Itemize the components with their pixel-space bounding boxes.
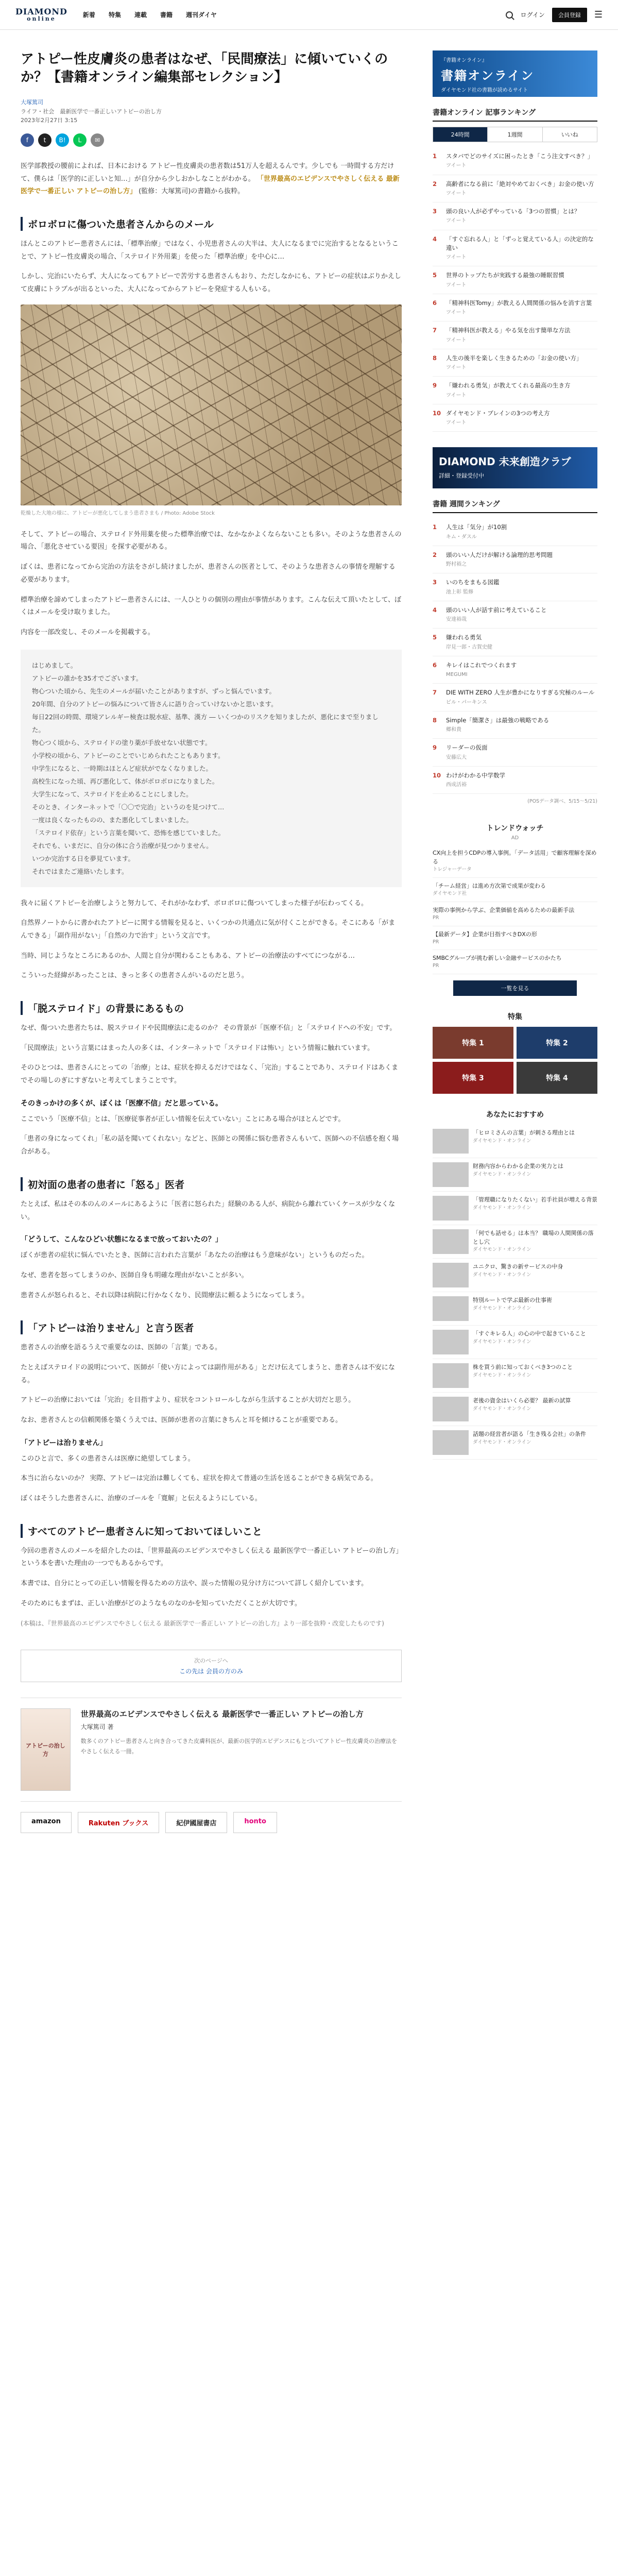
- book-promo: [21, 1698, 402, 1802]
- body-paragraph: ぼくは、患者になってから完治の方法をさがし続けましたが、患者さんの医者として、そのような患者さんの事情を理解する必要があります。: [21, 563, 396, 584]
- hatena-share-icon[interactable]: B!: [56, 133, 69, 147]
- ranking-item[interactable]: [433, 175, 597, 203]
- quote-line: 物心つく頃から、ステロイドの塗り薬が手放せない状態です。: [32, 738, 212, 747]
- quote-line: 毎日22回の時間、環境アレルギー検査は脱水症、基準、漢方 ― いくつかのリスクを知りましたが、悪化にまで至りました。: [32, 713, 379, 734]
- lead-text-3: (監修：大塚篤司)の書籍から抜粋。: [139, 188, 245, 196]
- ranking-item[interactable]: [433, 147, 597, 175]
- ranking-list: [433, 147, 597, 432]
- weekly-text: 頭のいい人だけが解ける論理的思考問題: [446, 551, 553, 558]
- facebook-share-icon[interactable]: f: [21, 133, 34, 147]
- body-paragraph: 自然界ノートからに書かれたアトピーに関する情報を見ると、いくつかの共通点に気が付くことができる。そこにある「がまんできる」「副作用がない」「自然の力で治す」という文言です。: [21, 919, 396, 940]
- rank-number: 6: [433, 299, 437, 307]
- header-actions: [506, 8, 603, 22]
- banner-title: 書籍オンライン: [441, 69, 535, 83]
- body-paragraph: そして、アトピーの場合、ステロイド外用薬を使った標準治療では、なかなかよくならないことも多い。そのような患者さんの場合、「悪化させている要因」を探す必要がある。: [21, 530, 402, 551]
- quote-line: そのとき、インターネットで「〇〇で完治」というのを見つけて…: [32, 803, 225, 811]
- banner-subtitle: ダイヤモンド社の書籍が読めるサイト: [441, 88, 528, 93]
- recommend-thumbnail: [433, 1129, 469, 1154]
- page-container: [0, 30, 618, 1854]
- emphasis-line: そのきっかけの多くが、ぼくは「医療不信」だと思っている。: [21, 1099, 222, 1108]
- trend-item[interactable]: [433, 902, 597, 926]
- body-paragraph: 今回の患者さんのメールを紹介したのは、「世界最高のエビデンスでやさしく伝える 最新医学で一番正しい アトピーの治し方」という本を書いた理由の一つでもあるからです。: [21, 1547, 399, 1568]
- special-grid: [433, 1027, 597, 1094]
- recommend-item[interactable]: [433, 1359, 597, 1393]
- body-paragraph: こういった経緯があったことは、きっと多くの患者さんがいるのだと思う。: [21, 972, 248, 980]
- logo-subtext: online: [27, 15, 56, 22]
- recommend-thumbnail: [433, 1263, 469, 1287]
- ranking-item[interactable]: [433, 321, 597, 349]
- rank-text: 「精神科医が教える」やる気を出す簡単な方法: [446, 327, 571, 334]
- recommend-source: ダイヤモンド・オンライン: [473, 1372, 531, 1378]
- weekly-text: リーダーの仮面: [446, 744, 488, 752]
- weekly-text: 嫌われる勇気: [446, 634, 482, 641]
- rank-source: ツイート: [446, 365, 467, 370]
- kinokuniya-button[interactable]: 紀伊國屋書店: [165, 1812, 227, 1833]
- section-heading: ボロボロに傷ついた患者さんからのメール: [21, 217, 402, 231]
- recommend-thumbnail: [433, 1296, 469, 1321]
- body-paragraph: 患者さんの治療を語るうえで重要なのは、医師の「言葉」である。: [21, 1344, 222, 1352]
- weekly-text: キレイはこれでつくれます: [446, 661, 517, 669]
- logo-text: DIAMOND: [15, 7, 67, 16]
- quote-line: それでも、いまだに、自分の体に合う治療が見つかりません。: [32, 841, 213, 850]
- weekly-text: Simple「簡潔さ」は最強の戦略である: [446, 716, 550, 724]
- rank-source: ツイート: [446, 255, 467, 260]
- honto-button[interactable]: honto: [233, 1812, 277, 1833]
- rank-number: 2: [433, 180, 437, 188]
- article-meta: [21, 98, 402, 125]
- recommend-text: 「すぐキレる人」の心の中で起きていること: [473, 1330, 586, 1337]
- ranking-title: 書籍オンライン 記事ランキング: [433, 107, 597, 122]
- quote-line: 一度は良くなったものの、また悪化してしまいました。: [32, 816, 193, 824]
- rank-number: 4: [433, 235, 437, 243]
- book-description: 数多くのアトピー患者さんと向き合ってきた皮膚科医が、最新の医学的エビデンスにもとづいてアトピー性皮膚炎の治療法をやさしく伝える一冊。: [80, 1738, 397, 1755]
- trend-text: SMBCグループが挑む新しい金融サービスのかたち: [433, 955, 562, 962]
- recommend-thumbnail: [433, 1397, 469, 1421]
- rank-number: 7: [433, 327, 437, 334]
- twitter-share-icon[interactable]: t: [38, 133, 52, 147]
- body-paragraph: なぜ、傷ついた患者たちは、脱ステロイドや民間療法に走るのか？ その背景が「医療不信」と「ステロイドへの不安」です。: [21, 1024, 397, 1032]
- recommend-item[interactable]: [433, 1259, 597, 1292]
- trend-item[interactable]: [433, 926, 597, 951]
- author-role: ライフ・社会 最新医学で一番正しいアトピーの治し方: [21, 108, 162, 115]
- article-photo-cracked-earth: [21, 304, 402, 505]
- store-buttons: [21, 1812, 402, 1833]
- recommend-text: 話題の経営者が語る「生き残る会社」の条件: [473, 1431, 586, 1438]
- tab-week[interactable]: 1週間: [488, 127, 542, 142]
- rank-number: 9: [433, 382, 437, 389]
- book-author: 大塚篤司 著: [80, 1723, 114, 1731]
- weekly-author: 安藤広大: [446, 754, 467, 760]
- rank-number: 6: [433, 661, 437, 669]
- rank-source: ツイート: [446, 163, 467, 169]
- rank-source: ツイート: [446, 218, 467, 224]
- body-paragraph: ぼくはそうした患者さんに、治療のゴールを「寛解」と伝えるようにしている。: [21, 1495, 262, 1503]
- body-paragraph: 本当に治らないのか？ 実際、アトピーは完治は難しくても、症状を抑えて普通の生活を送ることができる病気である。: [21, 1475, 377, 1483]
- trend-source: PR: [433, 939, 439, 945]
- rank-number: 10: [433, 409, 441, 417]
- weekly-item[interactable]: [433, 518, 597, 546]
- menu-icon[interactable]: ☰: [594, 9, 603, 20]
- register-button[interactable]: 会員登録: [552, 8, 587, 22]
- trend-more-button[interactable]: 一覧を見る: [453, 980, 577, 996]
- weekly-author: ビル・パーキンス: [446, 699, 487, 705]
- recommend-list: [433, 1125, 597, 1460]
- rank-text: 人生の後半を楽しく生きるための「お金の使い方」: [446, 354, 582, 362]
- rank-text: 「すぐ忘れる人」と「ずっと覚えている人」の決定的な違い: [446, 235, 594, 251]
- rank-number: 7: [433, 689, 437, 697]
- weekly-author: 郷和貴: [446, 727, 461, 733]
- trend-text: 「チーム経営」は進め方次第で成果が変わる: [433, 883, 546, 890]
- recommend-source: ダイヤモンド・オンライン: [473, 1405, 531, 1412]
- trend-source: PR: [433, 963, 439, 969]
- site-logo[interactable]: [15, 8, 67, 22]
- rank-number: 1: [433, 523, 437, 531]
- quote-line: いつか完治する日を夢見ています。: [32, 854, 135, 862]
- recommend-thumbnail: [433, 1430, 469, 1455]
- rank-text: 「嫌われる勇気」が教えてくれる最高の生き方: [446, 382, 571, 389]
- rank-number: 3: [433, 579, 437, 586]
- nav-item-new[interactable]: 新着: [82, 11, 95, 19]
- weekly-item[interactable]: [433, 601, 597, 629]
- quote-line: 大学生になって、ステロイドを止めることにしました。: [32, 790, 193, 798]
- rank-text: 「精神科医Tomy」が教える人間関係の悩みを消す言葉: [446, 299, 592, 307]
- recommend-text: 財務内容からわかる企業の実力とは: [473, 1163, 563, 1170]
- book-title[interactable]: 世界最高のエビデンスでやさしく伝える 最新医学で一番正しい アトピーの治し方: [80, 1709, 364, 1719]
- weekly-item[interactable]: [433, 684, 597, 711]
- trend-subtitle: AD: [511, 835, 519, 841]
- ranking-item[interactable]: [433, 202, 597, 230]
- recommend-source: ダイヤモンド・オンライン: [473, 1439, 531, 1445]
- login-link[interactable]: ログイン: [520, 11, 545, 19]
- recommend-item[interactable]: [433, 1292, 597, 1326]
- body-paragraph: 内容を一部改変し、そのメールを掲載する。: [21, 628, 154, 636]
- photo-caption: 乾燥した大地の様に、アトピーが悪化してしまう患者さまも / Photo: Adobe Stock: [21, 510, 215, 516]
- rank-source: ツイート: [446, 310, 467, 315]
- body-paragraph: そのひとつは、患者さんにとっての「治療」とは、症状を抑えるだけではなく、「完治」することであり、ステロイドはあくまでその場しのぎにすぎないと考えてしまうことです。: [21, 1064, 399, 1085]
- ranking-item[interactable]: [433, 230, 597, 267]
- weekly-author: 西成活裕: [446, 782, 467, 788]
- special-banner[interactable]: 特集 1: [433, 1027, 513, 1059]
- trend-item[interactable]: [433, 878, 597, 902]
- article-date: 2023年2月27日 3:15: [21, 117, 78, 124]
- weekly-ranking-title: 書籍 週間ランキング: [433, 499, 597, 513]
- recommend-thumbnail: [433, 1162, 469, 1187]
- rank-number: 2: [433, 551, 437, 558]
- body-paragraph: 標準治療を諦めてしまったアトピー患者さんには、一人ひとりの個別の理由が事情があります。こんな伝えて頂いたとして、ぼくはメールを受け取りました。: [21, 596, 402, 617]
- quote-line: 物心ついた頃から、先生のメールが届いたことがありますが、ずっと悩んでいます。: [32, 687, 276, 695]
- body-paragraph: 我々に届くアトピーを治療しようと努力して、それがかなわず、ボロボロに傷ついてしまった様子が伝わってくる。: [21, 899, 368, 907]
- recommend-item[interactable]: [433, 1125, 597, 1158]
- quote-line: 中学生になると、一時期はほとんど症状がでなくなりました。: [32, 764, 213, 772]
- body-paragraph: 「民間療法」という言葉にはまった人の多くは、インターネットで「ステロイドは怖い」という情報に触れています。: [21, 1044, 374, 1052]
- body-paragraph: そのためにもまずは、正しい治療がどのようなものなのかを知っていただくことが大切です。: [21, 1599, 301, 1607]
- recommend-source: ダイヤモンド・オンライン: [473, 1247, 531, 1253]
- nav-item-series[interactable]: 連載: [134, 11, 147, 19]
- main-nav: [83, 10, 217, 19]
- lead-text-1: 医学部教授の腰前によれば、日本における アトピー性皮膚炎の患者数は51万人を超えるんです。少しでも 一時間する方だけて、僕らは「医学的に正しいと知…」が自分から少しおかしなことがわかる。: [21, 162, 394, 183]
- ranking-tabs: [433, 127, 597, 142]
- rank-number: 4: [433, 606, 437, 614]
- trend-item[interactable]: [433, 845, 597, 878]
- recommend-thumbnail: [433, 1330, 469, 1354]
- recommend-item[interactable]: [433, 1426, 597, 1460]
- weekly-author: 野村裕之: [446, 562, 467, 567]
- tab-likes[interactable]: いいね: [561, 131, 578, 138]
- weekly-text: わけがわかる中学数学: [446, 771, 505, 779]
- body-paragraph: なお、患者さんとの信頼関係を築くうえでは、医師が患者の言葉にきちんと耳を傾けることが重要である。: [21, 1416, 342, 1425]
- rank-text: スタバでどのサイズに困ったとき「こう注文すべき？」: [446, 152, 594, 160]
- weekly-ranking-list: [433, 518, 597, 794]
- special-title: 特集: [508, 1013, 522, 1022]
- quote-line: 小学校の頃から、アトピーのことでいじめられたこともあります。: [32, 751, 225, 759]
- recommend-text: ユニクロ、驚きの新サービスの中身: [473, 1263, 563, 1270]
- trend-text: 【最新データ】企業が目指すべきDXの形: [433, 930, 537, 938]
- body-paragraph: (本稿は、『世界最高のエビデンスでやさしく伝える 最新医学で一番正しい アトピーの治し方』より一部を抜粋・改変したものです): [21, 1619, 384, 1627]
- recommend-item[interactable]: [433, 1326, 597, 1359]
- recommend-text: 株を買う前に知っておくべき3つのこと: [473, 1364, 573, 1371]
- recommend-text: 「ヒロミさんの言葉」が刺さる理由とは: [473, 1129, 575, 1137]
- weekly-author: 岸見一郎・古賀史健: [446, 644, 492, 650]
- emphasis-line: 「アトピーは治りません」: [21, 1438, 107, 1447]
- rank-text: 世界のトップたちが実践する最強の睡眠習慣: [446, 272, 564, 279]
- book-info: [81, 1708, 402, 1791]
- weekly-text: DIE WITH ZERO 人生が豊かになりすぎる究極のルール: [446, 689, 595, 697]
- trend-text: CX向上を担うCDPの導入事例。「データ活用」で顧客理解を深める: [433, 850, 597, 866]
- section-heading: 初対面の患者の患者に「怒る」医者: [21, 1177, 402, 1191]
- quote-line: 高校生になった頃、再び悪化して、体がボロボロになりました。: [32, 777, 219, 785]
- banner-caption: 『書籍オンライン』: [441, 58, 487, 63]
- recommend-item[interactable]: [433, 1158, 597, 1192]
- weekly-item[interactable]: [433, 546, 597, 574]
- recommend-text: 「管理職になりたくない」若手社員が増える背景: [473, 1196, 597, 1204]
- recommend-source: ダイヤモンド・オンライン: [473, 1205, 531, 1211]
- nav-item-weekly[interactable]: 週刊ダイヤ: [185, 11, 217, 19]
- rank-number: 5: [433, 272, 437, 279]
- sidebar: [433, 30, 597, 1854]
- body-paragraph: 患者さんが怒られると、それ以降は病院に行かなくなり、民間療法に頼るようになってしまう。: [21, 1291, 309, 1299]
- tab-24h[interactable]: 24時間: [433, 127, 488, 142]
- recommend-source: ダイヤモンド・オンライン: [473, 1138, 531, 1144]
- recommend-text: 特別ルートで学ぶ最新の仕事術: [473, 1297, 552, 1304]
- trend-source: PR: [433, 914, 439, 921]
- quote-line: それではまたご連絡いたします。: [32, 867, 128, 875]
- weekly-item[interactable]: [433, 767, 597, 794]
- rank-text: 高齢者になる前に「絶対やめておくべき」お金の使い方: [446, 180, 594, 188]
- body-paragraph: アトピーの治療においては「完治」を目指すより、症状をコントロールしながら生活することが大切だと思う。: [21, 1396, 355, 1404]
- lead-book-title: 「世界最高のエビデンスでやさしく伝える 最新医学で一番正しい アトピーの治し方」: [21, 175, 400, 196]
- body-paragraph: ぼくが患者の症状に悩んでいたとき、医師に言われた言葉が「あなたの治療はもう意味がない」というものだった。: [21, 1251, 369, 1260]
- body-paragraph: このひと言で、多くの患者さんは医療に絶望してしまう。: [21, 1454, 195, 1463]
- next-page-label: 次のページへ: [194, 1657, 228, 1665]
- line-share-icon[interactable]: L: [73, 133, 87, 147]
- recommend-item[interactable]: [433, 1225, 597, 1259]
- weekly-text: 頭のいい人が話す前に考えていること: [446, 606, 547, 614]
- rank-source: ツイート: [446, 392, 467, 398]
- rank-number: 9: [433, 744, 437, 752]
- nav-item-books[interactable]: 書籍: [160, 11, 173, 19]
- weekly-text: 人生は「気分」が10割: [446, 523, 507, 531]
- weekly-author: キム・ダスル: [446, 534, 477, 540]
- top-bar: [0, 0, 618, 30]
- rakuten-button[interactable]: Rakuten ブックス: [78, 1812, 159, 1833]
- trend-source: ダイヤモンド社: [433, 891, 467, 897]
- weekly-item[interactable]: [433, 629, 597, 656]
- nav-item-features[interactable]: 特集: [108, 11, 121, 19]
- author-name[interactable]: 大塚篤司: [21, 99, 43, 106]
- search-icon[interactable]: [506, 11, 513, 19]
- article-main: [21, 30, 402, 1854]
- weekly-note: (POSデータ調べ、5/15〜5/21): [527, 799, 597, 805]
- special-banner[interactable]: 特集 4: [517, 1062, 597, 1094]
- rank-source: ツイート: [446, 337, 467, 343]
- ranking-item[interactable]: [433, 377, 597, 404]
- article-lead: [21, 160, 402, 198]
- recommend-text: 「何でも話せる」は本当？ 職場の人間関係の落とし穴: [473, 1230, 594, 1245]
- recommend-thumbnail: [433, 1196, 469, 1221]
- quote-line: 20年間、自分のアトピーの悩みについて皆さんに語り合っていけないかと思います。: [32, 700, 278, 708]
- weekly-author: MEGUMI: [446, 672, 468, 677]
- email-quote: [21, 650, 402, 887]
- ranking-item[interactable]: [433, 349, 597, 377]
- recommend-thumbnail: [433, 1229, 469, 1254]
- ranking-item[interactable]: [433, 294, 597, 322]
- trend-list: [433, 845, 597, 974]
- recommend-title: あなたにおすすめ: [486, 1111, 544, 1120]
- club-banner[interactable]: [433, 447, 597, 488]
- section-heading: 「脱ステロイド」の背景にあるもの: [21, 1001, 402, 1015]
- section-heading: すべてのアトピー患者さんに知っておいてほしいこと: [21, 1524, 402, 1538]
- share-buttons: [21, 133, 402, 147]
- trend-title: トレンドウォッチ: [486, 824, 544, 833]
- next-page-button[interactable]: [21, 1650, 402, 1682]
- weekly-item[interactable]: [433, 711, 597, 739]
- trend-text: 実際の事例から学ぶ、企業価値を高めるための最新手法: [433, 906, 575, 913]
- body-paragraph: 「患者の身になってくれ」「私の話を聞いてくれない」などと、医師との関係に悩む患者さんもいて、医師への不信感を抱く場合がある。: [21, 1135, 399, 1156]
- body-paragraph: たとえばステロイドの説明について、医師が「使い方によっては副作用がある」とだけ伝えてしまうと、患者さんは不安になる。: [21, 1363, 395, 1384]
- body-paragraph: しかし、完治にいたらず、大人になってもアトピーで苦労する患者さんもおり、ただしなかにも、アトピーの症状はぶりかえして皮膚にトラブルが出るといった、大人になってからアトピーを発症する人もいる。: [21, 273, 401, 294]
- recommend-thumbnail: [433, 1363, 469, 1388]
- rank-number: 3: [433, 208, 437, 215]
- rank-source: ツイート: [446, 420, 467, 426]
- book-cover-image[interactable]: アトピーの治し方: [21, 1708, 71, 1791]
- trend-item[interactable]: [433, 950, 597, 974]
- weekly-item[interactable]: [433, 656, 597, 684]
- recommend-source: ダイヤモンド・オンライン: [473, 1305, 531, 1311]
- rank-text: ダイヤモンド・ブレインの3つの考え方: [446, 409, 550, 417]
- rank-text: 頭の良い人が必ずやっている「3つの習慣」とは？: [446, 208, 580, 215]
- rank-source: ツイート: [446, 282, 467, 288]
- ranking-item[interactable]: [433, 266, 597, 294]
- club-banner-subtitle: 詳細・登録受付中: [439, 472, 484, 480]
- amazon-button[interactable]: amazon: [21, 1812, 72, 1833]
- recommend-item[interactable]: [433, 1393, 597, 1426]
- mail-share-icon[interactable]: ✉: [91, 133, 104, 147]
- body-paragraph: ほんとこのアトピー患者さんには、「標準治療」ではなく、小児患者さんの大半は、大人になるまでに完治するとなるということで、アトピー性皮膚炎の場合、「ステロイド外用薬」を使った「標準治療」を中心に…: [21, 240, 399, 261]
- special-banner[interactable]: 特集 2: [517, 1027, 597, 1059]
- body-paragraph: たとえば、私はその本のんのメールにあるように「医者に怒られた」経験のある人が、病院から離れていくケースが少なくない。: [21, 1200, 396, 1221]
- next-page-link[interactable]: この先は 会員の方のみ: [179, 1668, 243, 1675]
- weekly-item[interactable]: [433, 573, 597, 601]
- emphasis-line: 「どうして、こんなひどい状態になるまで放っておいたの？」: [21, 1235, 222, 1244]
- weekly-text: いのちをまもる図鑑: [446, 579, 500, 586]
- quote-line: アトピーの誰かを35才でございます。: [32, 674, 143, 682]
- recommend-item[interactable]: [433, 1192, 597, 1225]
- recommend-source: ダイヤモンド・オンライン: [473, 1171, 531, 1177]
- body-paragraph: 本書では、自分にとっての正しい情報を得るための方法や、誤った情報の見分け方について詳しく紹介しています。: [21, 1580, 368, 1588]
- quote-line: はじめまして。: [32, 661, 77, 669]
- article-title: アトピー性皮膚炎の患者はなぜ、「民間療法」に傾いていくのか？【書籍オンライン編集部セレクション】: [21, 52, 388, 86]
- rank-number: 5: [433, 634, 437, 641]
- recommend-text: 老後の資金はいくら必要？ 最新の試算: [473, 1397, 571, 1404]
- trend-source: トレジャーデータ: [433, 867, 472, 873]
- rank-number: 10: [433, 771, 441, 779]
- weekly-author: 安達裕哉: [446, 617, 467, 622]
- rank-source: ツイート: [446, 190, 467, 196]
- body-paragraph: 当時、同じようなところにあるのか、人間と自分が関わることもある、アトピーの治療法のすべてにつながる…: [21, 952, 355, 960]
- special-banner[interactable]: 特集 3: [433, 1062, 513, 1094]
- recommend-source: ダイヤモンド・オンライン: [473, 1338, 531, 1345]
- body-paragraph: なぜ、患者を怒ってしまうのか、医師自身も明確な理由がないことが多い。: [21, 1271, 248, 1279]
- recommend-source: ダイヤモンド・オンライン: [473, 1272, 531, 1278]
- quote-line: 「ステロイド依存」という言葉を聞いて、恐怖を感じていました。: [32, 828, 225, 837]
- weekly-author: 池上彰 監修: [446, 589, 474, 595]
- club-banner-title: DIAMOND 未来創造クラブ: [439, 455, 571, 468]
- rank-number: 8: [433, 716, 437, 724]
- rank-number: 1: [433, 152, 437, 160]
- book-online-banner[interactable]: [433, 50, 597, 97]
- weekly-item[interactable]: [433, 739, 597, 767]
- body-paragraph: ここでいう「医療不信」とは、「医療従事者が正しい情報を伝えていない」ことにある場合がほとんどです。: [21, 1115, 345, 1123]
- section-heading: 「アトピーは治りません」と言う医者: [21, 1320, 402, 1334]
- rank-number: 8: [433, 354, 437, 362]
- ranking-item[interactable]: [433, 404, 597, 432]
